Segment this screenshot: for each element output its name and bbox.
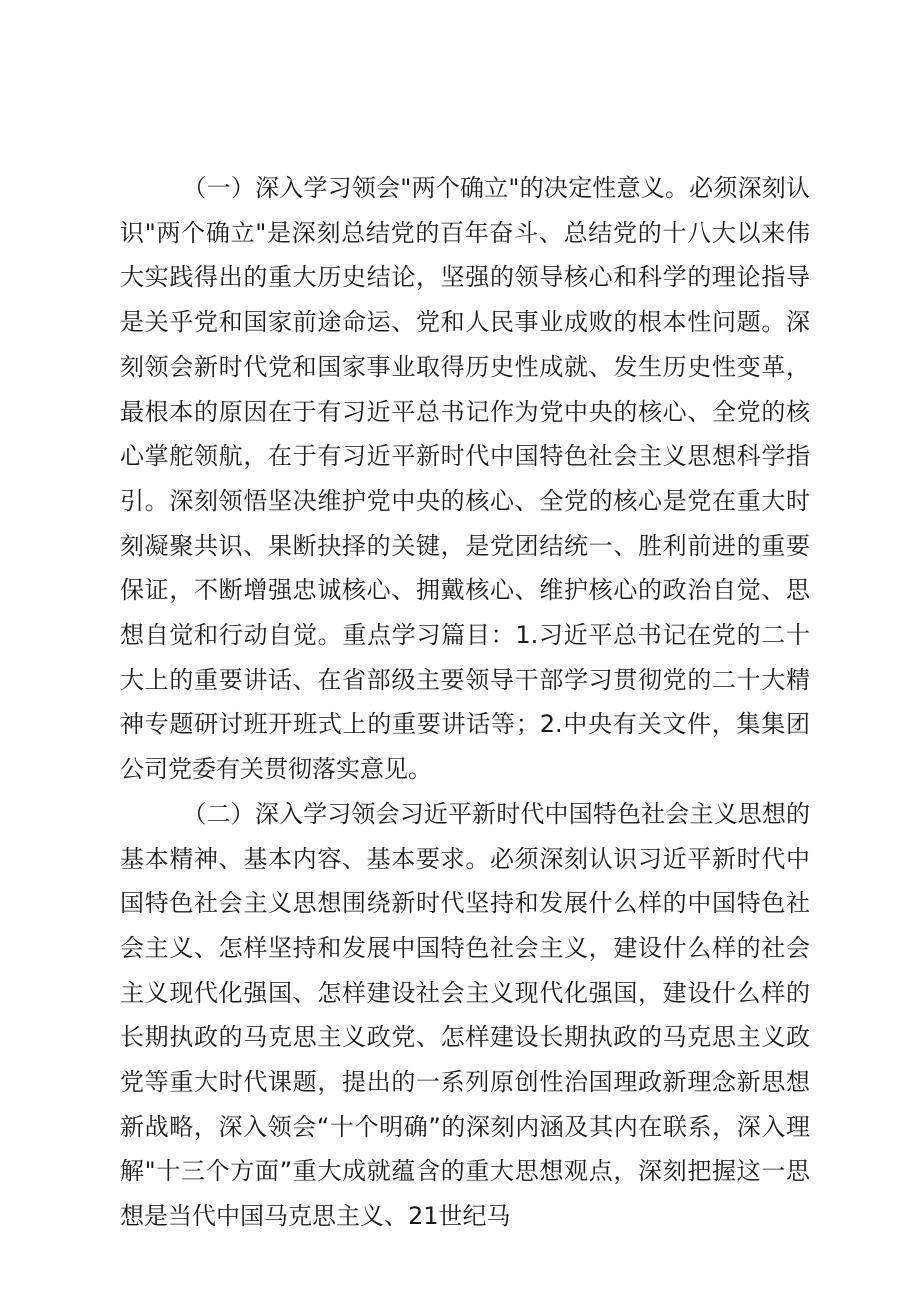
paragraph-section-one: （一）深入学习领会"两个确立"的决定性意义。必须深刻认识"两个确立"是深刻总结党的百年奋斗、总结党的十八大以来伟大实践得出的重大历史结论，坚强的领导核心和科学的理论指导是关乎党和国家前途命运、党和人民事业成败的根本性问题。深刻领会新时代党和国家事业取得历史性成就、发生历史性变革，最根本的原因在于有习近平总书记作为党中央的核心、全党的核心掌舵领航，在于有习近平新时代中国特色社会主义思想科学指引。深刻领悟坚决维护党中央的核心、全党的核心是党在重大时刻凝聚共识、果断抉择的关键，是党团结统一、胜利前进的重要保证，不断增强忠诚核心、拥戴核心、维护核心的政治自觉、思想自觉和行动自觉。重点学习篇目：1.习近平总书记在党的二十大上的重要讲话、在省部级主要领导干部学习贯彻党的二十大精神专题研讨班开班式上的重要讲话等；2.中央有关文件，集集团公司党委有关贯彻落实意见。 bbox=[120, 174, 810, 784]
document-body bbox=[120, 166, 810, 1239]
paragraph-section-two: （二）深入学习领会习近平新时代中国特色社会主义思想的基本精神、基本内容、基本要求。必须深刻认识习近平新时代中国特色社会主义思想围绕新时代坚持和发展什么样的中国特色社会主义、怎样坚持和发展中国特色社会主义，建设什么样的社会主义现代化强国、怎样建设社会主义现代化强国，建设什么样的长期执政的马克思主义政党、怎样建设长期执政的马克思主义政党等重大时代课题，提出的一系列原创性治国理政新理念新思想新战略，深入领会“十个明确”的深刻内涵及其内在联系，深入理解"十三个方面”重大成就蕴含的重大思想观点，深刻把握这一思想是当代中国马克思主义、21世纪马 bbox=[120, 799, 810, 1231]
